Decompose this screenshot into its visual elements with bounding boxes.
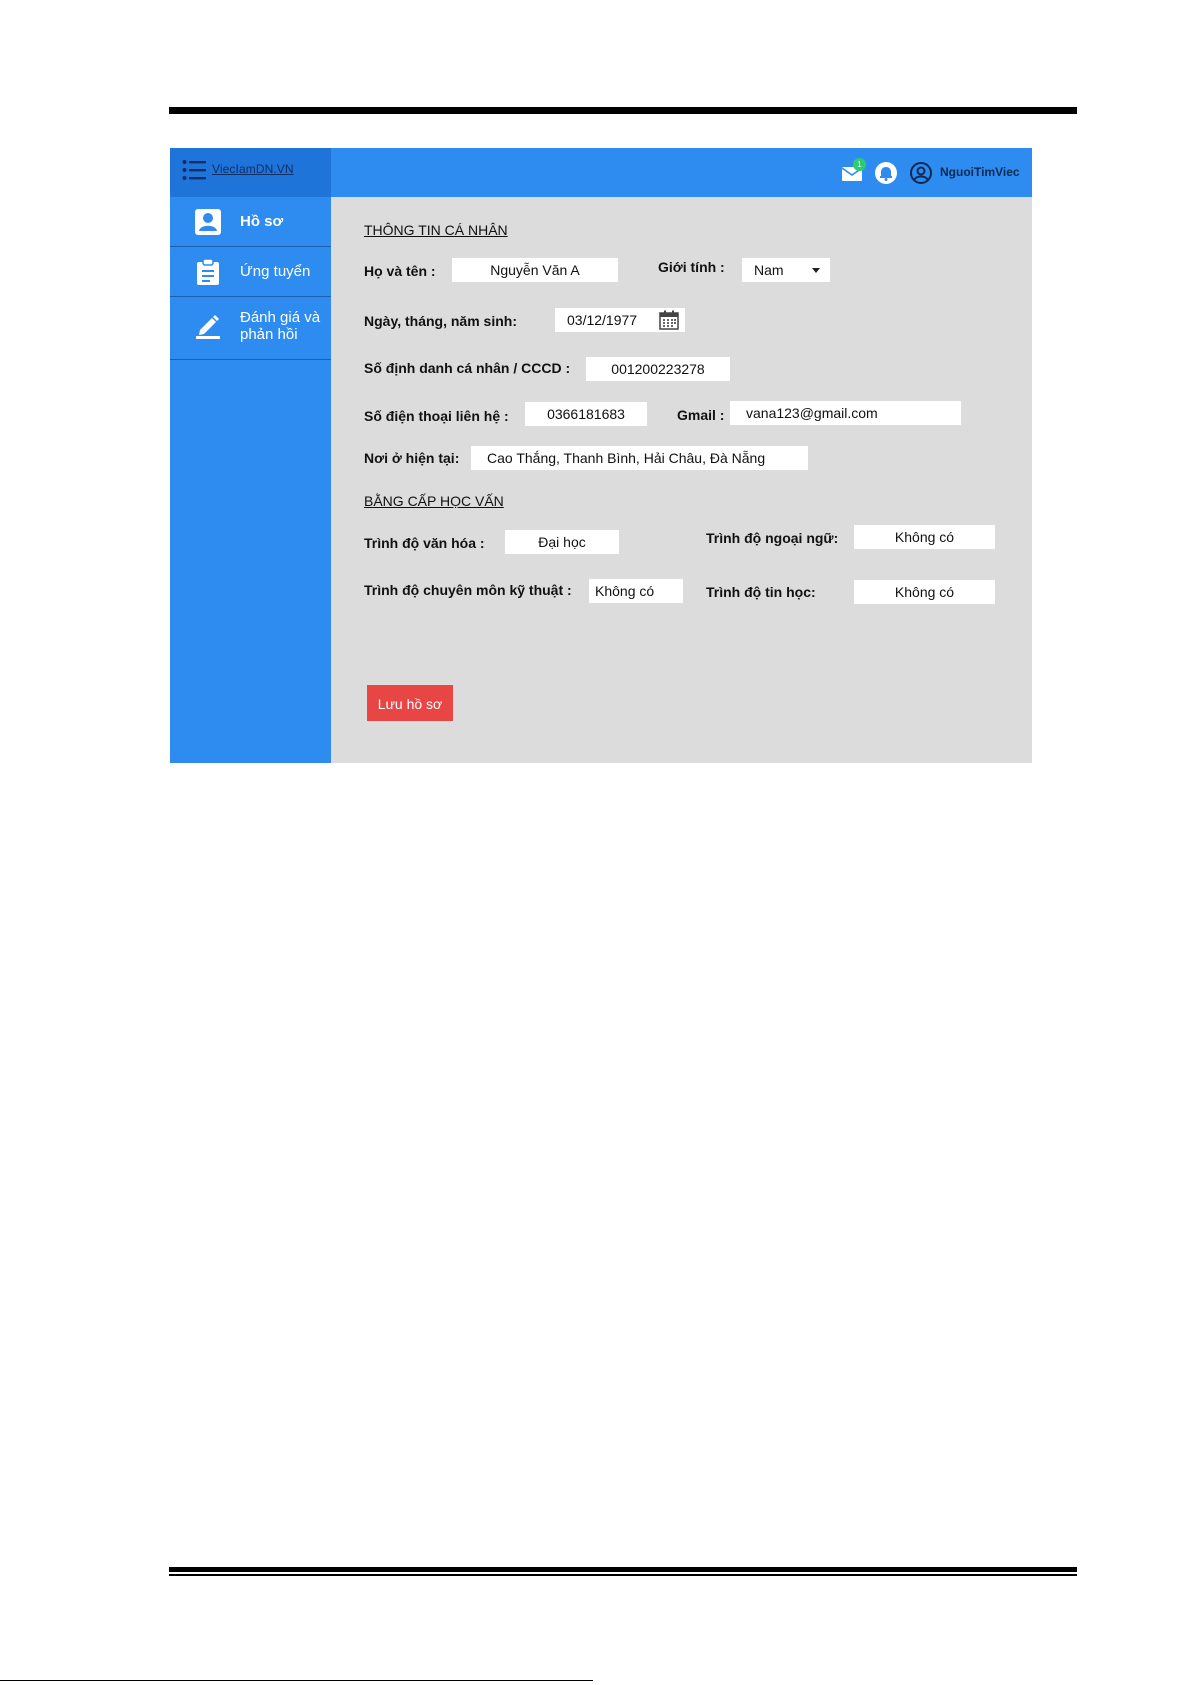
sidebar-item-label: Đánh giá và phản hồi	[240, 309, 321, 343]
it-label: Trình độ tin học:	[706, 584, 816, 600]
sidebar-item-label: Hồ sơ	[240, 213, 284, 230]
brand-name[interactable]: ViecIamDN.VN	[212, 162, 294, 176]
section-title-education: BẰNG CẤP HỌC VẤN	[364, 493, 504, 509]
name-field[interactable]: Nguyễn Văn A	[452, 258, 618, 282]
foreign-language-label: Trình độ ngoại ngữ:	[706, 530, 839, 546]
brand-bar	[170, 148, 331, 197]
app-window	[170, 148, 1032, 763]
culture-label: Trình độ văn hóa :	[364, 535, 485, 551]
culture-field[interactable]: Đại học	[505, 530, 619, 554]
dob-value: 03/12/1977	[567, 312, 638, 328]
sidebar-nav	[170, 197, 331, 360]
gender-select-value: Nam	[754, 262, 784, 278]
section-title-personal: THÔNG TIN CÁ NHÂN	[364, 222, 508, 238]
top-bar	[331, 148, 1032, 197]
gender-select[interactable]	[742, 258, 830, 282]
technical-field[interactable]: Không có	[589, 579, 683, 603]
profile-form	[331, 197, 1032, 763]
menu-icon[interactable]	[182, 159, 206, 181]
bell-icon[interactable]	[874, 161, 898, 185]
page-header-rule	[169, 107, 1077, 114]
it-field[interactable]: Không có	[854, 580, 995, 604]
mail-badge: 1	[853, 158, 866, 171]
footnote-rule	[0, 1680, 593, 1681]
dob-label: Ngày, tháng, năm sinh:	[364, 313, 517, 329]
gmail-field[interactable]: vana123@gmail.com	[730, 401, 961, 425]
id-label: Số định danh cá nhân / CCCD :	[364, 360, 571, 376]
sidebar-item-profile[interactable]	[170, 197, 331, 247]
profile-icon	[194, 208, 222, 236]
address-label: Nơi ở hiện tại:	[364, 450, 460, 466]
phone-field[interactable]: 0366181683	[525, 402, 647, 426]
dob-field[interactable]	[555, 308, 685, 332]
chevron-down-icon	[812, 268, 820, 273]
sidebar-item-feedback[interactable]	[170, 297, 331, 360]
sidebar	[170, 148, 331, 763]
name-label: Họ và tên :	[364, 263, 436, 279]
gender-label: Giới tính :	[658, 259, 725, 275]
save-profile-button[interactable]: Lưu hồ sơ	[367, 685, 453, 721]
gmail-label: Gmail :	[677, 407, 725, 423]
foreign-language-field[interactable]: Không có	[854, 525, 995, 549]
sidebar-item-label: Ứng tuyển	[240, 263, 311, 280]
pencil-icon	[194, 311, 222, 339]
address-field[interactable]: Cao Thắng, Thanh Bình, Hải Châu, Đà Nẵng	[471, 446, 808, 470]
id-field[interactable]: 001200223278	[586, 357, 730, 381]
calendar-icon[interactable]	[659, 310, 679, 330]
technical-label: Trình độ chuyên môn kỹ thuật :	[364, 582, 572, 598]
phone-label: Số điện thoại liên hệ :	[364, 408, 509, 424]
clipboard-icon	[194, 258, 222, 286]
username[interactable]: NguoiTimViec	[940, 165, 1020, 179]
user-account-icon[interactable]	[909, 161, 933, 185]
sidebar-item-applications[interactable]	[170, 247, 331, 297]
page-footer-rule	[169, 1567, 1077, 1576]
